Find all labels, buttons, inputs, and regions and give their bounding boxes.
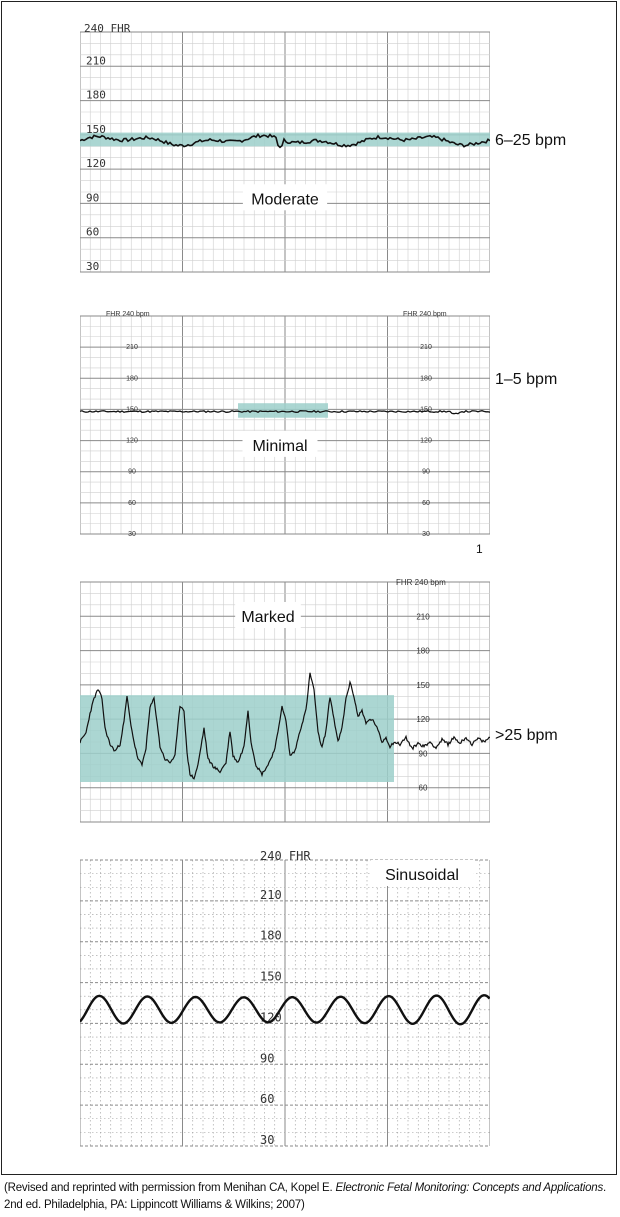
sinusoidal-header: 240 FHR xyxy=(260,850,311,863)
chart-moderate xyxy=(80,22,490,278)
chart-sinusoidal-svg xyxy=(80,850,490,1156)
minimal-ytick-left: 30 xyxy=(128,531,136,538)
minimal-ytick-right: 180 xyxy=(420,375,432,383)
marked-header: FHR 240 bpm xyxy=(396,578,446,587)
sinusoidal-ytick: 210 xyxy=(260,887,282,902)
sinusoidal-title: Sinusoidal xyxy=(385,867,459,884)
minimal-ytick-left: 120 xyxy=(126,437,138,445)
marked-band xyxy=(80,695,394,782)
caption-prefix: (Revised and reprinted with permission from Menihan CA, Kopel E. xyxy=(4,1182,336,1194)
minimal-ytick-left: 150 xyxy=(126,406,138,414)
chart-sinusoidal xyxy=(80,850,490,1156)
marked-range-label: >25 bpm xyxy=(495,727,558,744)
marked-ytick: 210 xyxy=(416,612,430,622)
moderate-ytick: 210 xyxy=(86,54,106,68)
minimal-ytick-left: 60 xyxy=(128,499,136,507)
moderate-header: 240 FHR xyxy=(84,22,131,35)
marked-ytick: 120 xyxy=(416,715,430,725)
minimal-ytick-right: 150 xyxy=(420,406,432,414)
marked-ytick: 180 xyxy=(416,646,430,656)
page-marker: 1 xyxy=(476,542,483,556)
moderate-ytick: 150 xyxy=(86,122,106,136)
minimal-ytick-left: 180 xyxy=(126,375,138,383)
minimal-ytick-right: 120 xyxy=(420,437,432,445)
minimal-ytick-right: 210 xyxy=(420,344,432,352)
sinusoidal-ytick: 150 xyxy=(260,969,282,984)
chart-moderate-svg xyxy=(80,22,490,278)
minimal-ytick-right: 90 xyxy=(422,468,430,476)
minimal-ytick-right: 30 xyxy=(422,531,430,538)
sinusoidal-ytick: 30 xyxy=(260,1133,275,1147)
marked-ytick: 60 xyxy=(418,783,428,793)
minimal-range-label: 1–5 bpm xyxy=(495,371,558,388)
chart-minimal-svg xyxy=(80,308,490,538)
minimal-ytick-left: 90 xyxy=(128,468,136,476)
marked-title: Marked xyxy=(241,609,295,626)
marked-ytick: 90 xyxy=(418,749,428,759)
moderate-title: Moderate xyxy=(251,191,319,209)
moderate-ytick: 60 xyxy=(86,225,100,239)
marked-ytick: 150 xyxy=(416,680,430,690)
minimal-title: Minimal xyxy=(252,437,308,455)
moderate-ytick: 90 xyxy=(86,191,100,205)
moderate-ytick: 180 xyxy=(86,88,106,102)
caption-suffix: . xyxy=(603,1182,607,1194)
chart-minimal xyxy=(80,308,490,538)
sinusoidal-ytick: 180 xyxy=(260,928,282,943)
minimal-header-left: FHR 240 bpm xyxy=(106,311,150,318)
minimal-header-right: FHR 240 bpm xyxy=(403,311,447,318)
chart-marked xyxy=(80,576,490,826)
caption-line2: 2nd ed. Philadelphia, PA: Lippincott Williams & Wilkins; 2007) xyxy=(4,1199,305,1211)
minimal-ytick-right: 60 xyxy=(422,499,430,507)
caption-book-title: Electronic Fetal Monitoring: Concepts and Applications xyxy=(335,1182,604,1194)
moderate-range-label: 6–25 bpm xyxy=(495,132,567,149)
sinusoidal-ytick: 90 xyxy=(260,1051,275,1066)
minimal-ytick-left: 210 xyxy=(126,344,138,352)
chart-marked-svg xyxy=(80,576,490,826)
sinusoidal-ytick: 120 xyxy=(260,1010,282,1025)
sinusoidal-ytick: 60 xyxy=(260,1092,275,1107)
moderate-ytick: 30 xyxy=(86,260,100,273)
figure-caption xyxy=(4,1180,618,1214)
moderate-ytick: 120 xyxy=(86,157,106,171)
